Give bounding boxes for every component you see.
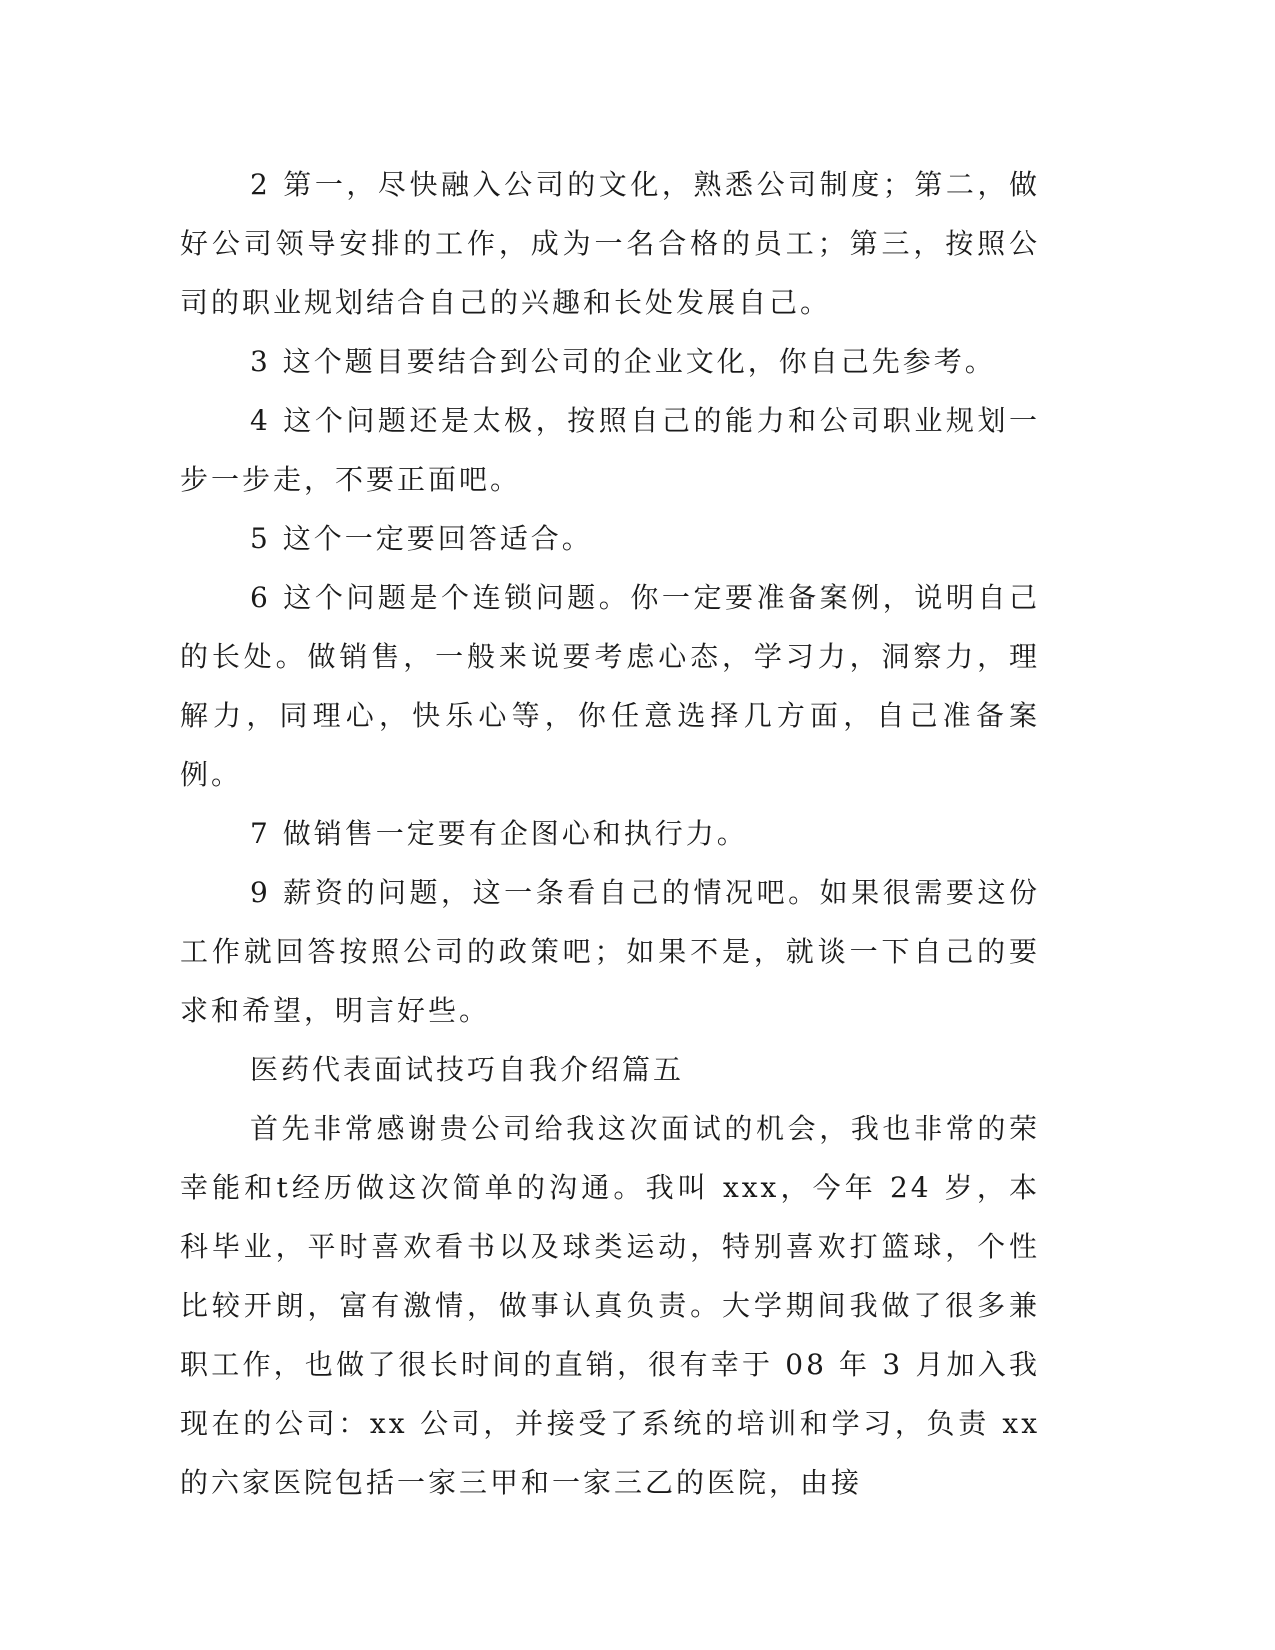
paragraph-6: 6 这个问题是个连锁问题。你一定要准备案例，说明自己的长处。做销售，一般来说要考虑心态，学习力，洞察力，理解力，同理心，快乐心等，你任意选择几方面，自己准备案例。 [180,581,1040,791]
paragraph-3: 3 这个题目要结合到公司的企业文化，你自己先参考。 [250,345,996,378]
intro-paragraph: 首先非常感谢贵公司给我这次面试的机会，我也非常的荣幸能和t经历做这次简单的沟通。我叫 xxx，今年 24 岁，本科毕业，平时喜欢看书以及球类运动，特别喜欢打篮球，个性比较开朗，富有激情，做事认真负责。大学期间我做了很多兼职工作，也做了很长时间的直销，很有幸于 08 年 3 月加入我现在的公司：xx 公司，并接受了系统的培训和学习，负责 xx 的六家医院包括一家三甲和一家三乙的医院，由接 [180,1112,1040,1499]
paragraph-4: 4 这个问题还是太极，按照自己的能力和公司职业规划一步一步走，不要正面吧。 [180,404,1040,496]
paragraph-2: 2 第一，尽快融入公司的文化，熟悉公司制度；第二，做好公司领导安排的工作，成为一名合格的员工；第三，按照公司的职业规划结合自己的兴趣和长处发展自己。 [180,168,1040,319]
paragraph-9: 9 薪资的问题，这一条看自己的情况吧。如果很需要这份工作就回答按照公司的政策吧；如果不是，就谈一下自己的要求和希望，明言好些。 [180,876,1040,1027]
paragraph-7: 7 做销售一定要有企图心和执行力。 [250,817,748,850]
document-body [180,155,1040,1512]
paragraph-5: 5 这个一定要回答适合。 [250,522,593,555]
section-title: 医药代表面试技巧自我介绍篇五 [250,1053,685,1086]
